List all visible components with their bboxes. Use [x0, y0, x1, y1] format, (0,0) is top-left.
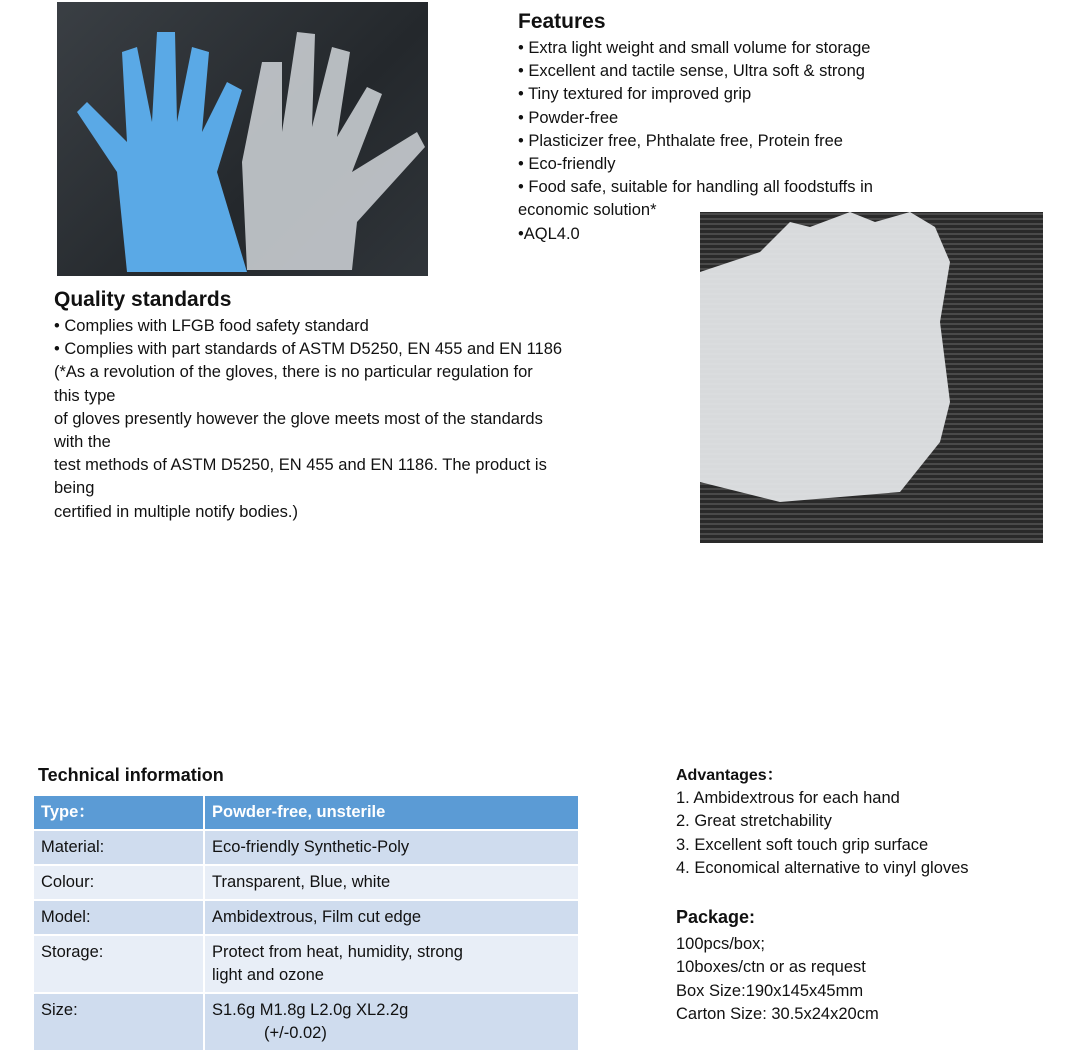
advantage-item: 2. Great stretchability — [676, 812, 832, 831]
row-value: Powder-free, unsterile — [205, 796, 578, 829]
feature-item: • Plasticizer free, Phthalate free, Protein free — [518, 131, 843, 150]
row-value: Eco-friendly Synthetic-Poly — [205, 831, 578, 864]
feature-item: economic solution* — [518, 201, 657, 220]
table-row — [34, 866, 578, 899]
package-item: Carton Size: 30.5x24x20cm — [676, 1004, 879, 1023]
quality-item: being — [54, 479, 95, 498]
advantage-item: 1. Ambidextrous for each hand — [676, 789, 900, 808]
row-value: Transparent, Blue, white — [205, 866, 578, 899]
quality-item: of gloves presently however the glove meets most of the standards — [54, 409, 543, 428]
advantage-item: 3. Excellent soft touch grip surface — [676, 835, 929, 854]
row-label: Material: — [34, 831, 205, 864]
quality-item: certified in multiple notify bodies.) — [54, 502, 298, 521]
table-row — [34, 796, 578, 829]
quality-standards-section — [54, 288, 562, 524]
table-row — [34, 936, 578, 992]
feature-item: • Extra light weight and small volume for storage — [518, 39, 871, 57]
row-value: Ambidextrous, Film cut edge — [205, 901, 578, 934]
feature-item: • Excellent and tactile sense, Ultra soft & strong — [518, 62, 865, 81]
advantages-section — [676, 764, 969, 880]
feature-item: • Eco-friendly — [518, 155, 616, 174]
quality-item: • Complies with LFGB food safety standard — [54, 317, 369, 335]
row-value: Protect from heat, humidity, strong — [212, 943, 463, 961]
feature-item: • Powder-free — [518, 108, 619, 127]
feature-item: • Tiny textured for improved grip — [518, 85, 752, 104]
technical-table — [34, 794, 578, 1052]
row-label: Size: — [34, 994, 205, 1050]
table-row — [34, 831, 578, 864]
features-section — [518, 10, 873, 246]
package-item: Box Size:190x145x45mm — [676, 981, 864, 1000]
table-row — [34, 994, 578, 1050]
feature-item: •AQL4.0 — [518, 224, 580, 243]
technical-title: Technical information — [38, 765, 224, 785]
row-label: Type： — [34, 796, 205, 829]
quality-item: • Complies with part standards of ASTM D5250, EN 455 and EN 1186 — [54, 340, 563, 359]
advantage-item: 4. Economical alternative to vinyl gloves — [676, 858, 969, 877]
feature-item: • Food safe, suitable for handling all foodstuffs in — [518, 178, 873, 197]
features-title: Features — [518, 10, 606, 33]
package-item: 10boxes/ctn or as request — [676, 958, 866, 977]
advantages-title: Advantages： — [676, 767, 783, 784]
package-item: 100pcs/box; — [676, 935, 765, 954]
quality-item: (*As a revolution of the gloves, there is no particular regulation for — [54, 363, 533, 382]
quality-item: test methods of ASTM D5250, EN 455 and EN 1186. The product is — [54, 456, 547, 475]
quality-title: Quality standards — [54, 288, 232, 311]
table-row — [34, 901, 578, 934]
gloves-photo-blue-and-clear — [57, 2, 428, 276]
row-label: Colour: — [34, 866, 205, 899]
glove-closeup-photo — [700, 212, 1043, 543]
row-value-cont: (+/-0.02) — [264, 1024, 327, 1042]
quality-item: this type — [54, 386, 116, 405]
quality-item: with the — [54, 433, 111, 452]
row-label: Storage: — [34, 936, 205, 992]
row-value-cont: light and ozone — [212, 966, 324, 984]
row-value: S1.6g M1.8g L2.0g XL2.2g — [212, 1001, 409, 1019]
row-label: Model: — [34, 901, 205, 934]
package-title: Package: — [676, 907, 756, 927]
package-section — [676, 906, 879, 1026]
